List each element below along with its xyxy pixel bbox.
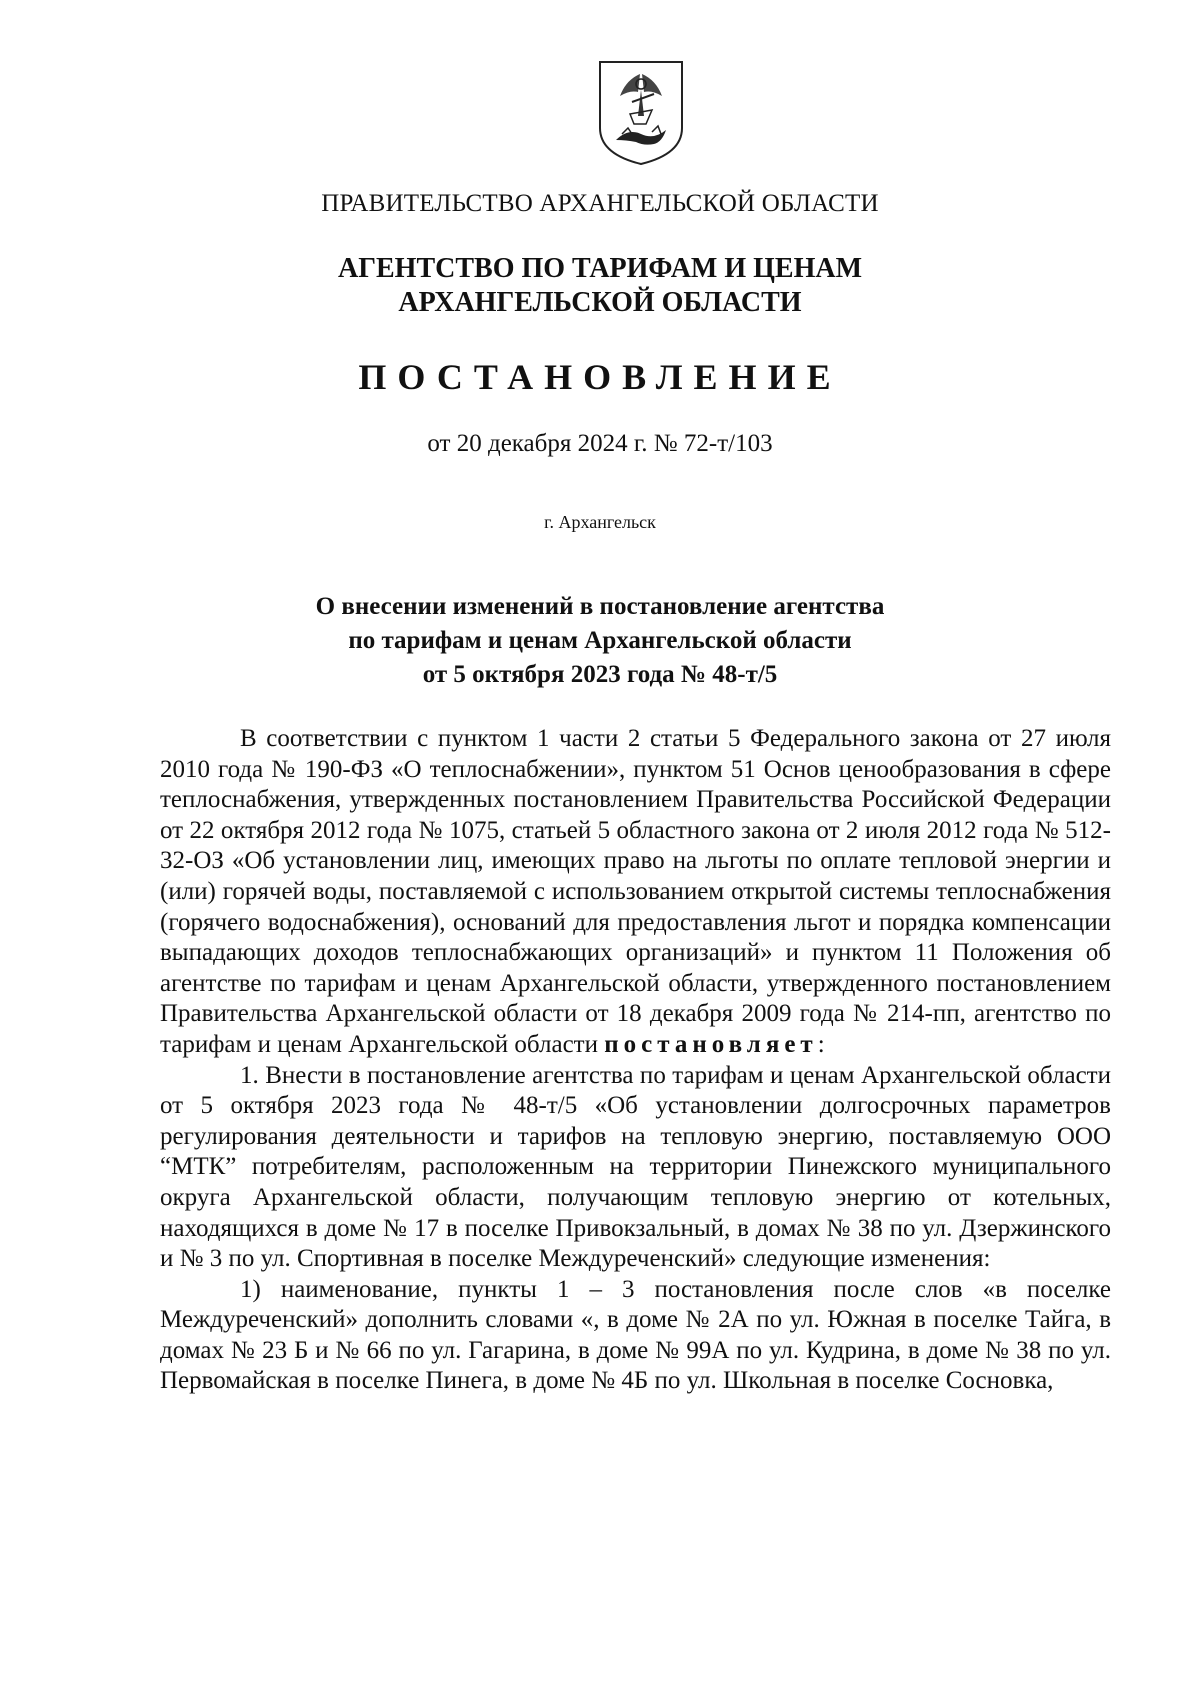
document-subject [0,590,1200,692]
agency-name-line1: АГЕНТСТВО ПО ТАРИФАМ И ЦЕНАМ [337,253,863,284]
government-name: ПРАВИТЕЛЬСТВО АРХАНГЕЛЬСКОЙ ОБЛАСТИ [321,190,879,217]
document-number: от 20 декабря 2024 г. № 72-т/103 [427,430,773,457]
document-body [160,724,1111,1397]
document-type: ПОСТАНОВЛЕНИЕ [358,357,842,397]
preamble-text: В соответствии с пунктом 1 части 2 статьи 5 Федерального закона от 27 июля 2010 года № 190-ФЗ «О теплоснабжении», пунктом 51 Основ ценообразования в сфере теплоснабжения, утвержденных постановлением Правительства Российской Федерации от 22 октября 2012 года № 1075, статьей 5 областного закона от 2 июля 2012 года № 512-32-ОЗ «Об установлении лиц, имеющих право на льготы по оплате тепловой энергии и (или) горячей воды, поставляемой с использованием открытой системы теплоснабжения (горячего водоснабжения), оснований для предоставления льгот и порядка компенсации выпадающих доходов теплоснабжающих организаций» и пунктом 11 Положения об агентстве по тарифам и ценам Архангельской области, утвержденного постановлением Правительства Архангельской области от 18 декабря 2009 года № 214-пп, агентство по тарифам и ценам Архангельской области [160,725,1111,1058]
document-city: г. Архангельск [544,512,656,532]
subject-line2: по тарифам и ценам Архангельской области [348,627,852,654]
resolves-colon: : [817,1030,825,1058]
resolves-word: постановляет [604,1030,818,1058]
coat-of-arms-icon [596,58,686,166]
subitem-1-paragraph: 1) наименование, пункты 1 – 3 постановления после слов «в поселке Междуреченский» дополнить словами «, в доме № 2А по ул. Южная в поселке Тайга, в домах № 23 Б и № 66 по ул. Гагарина, в доме № 99А по ул. Кудрина, в доме № 38 по ул. Первомайская в поселке Пинега, в доме № 4Б по ул. Школьная в поселке Сосновка, [160,1275,1111,1395]
agency-name-line2: АРХАНГЕЛЬСКОЙ ОБЛАСТИ [398,287,802,318]
subject-line1: О внесении изменений в постановление агентства [315,593,885,620]
subject-line3: от 5 октября 2023 года № 48-т/5 [422,661,778,688]
preamble-paragraph [160,724,1111,1061]
agency-name [0,252,1200,320]
item-1-paragraph: 1. Внести в постановление агентства по тарифам и ценам Архангельской области от 5 октября 2023 года № 48-т/5 «Об установлении долгосрочных параметров регулирования деятельности и тарифов на тепловую энергию, поставляемую ООО “МТК” потребителям, расположенным на территории Пинежского муниципального округа Архангельской области, получающим тепловую энергию от котельных, находящихся в доме № 17 в поселке Привокзальный, в домах № 38 по ул. Дзержинского и № 3 по ул. Спортивная в поселке Междуреченский» следующие изменения: [160,1061,1111,1273]
